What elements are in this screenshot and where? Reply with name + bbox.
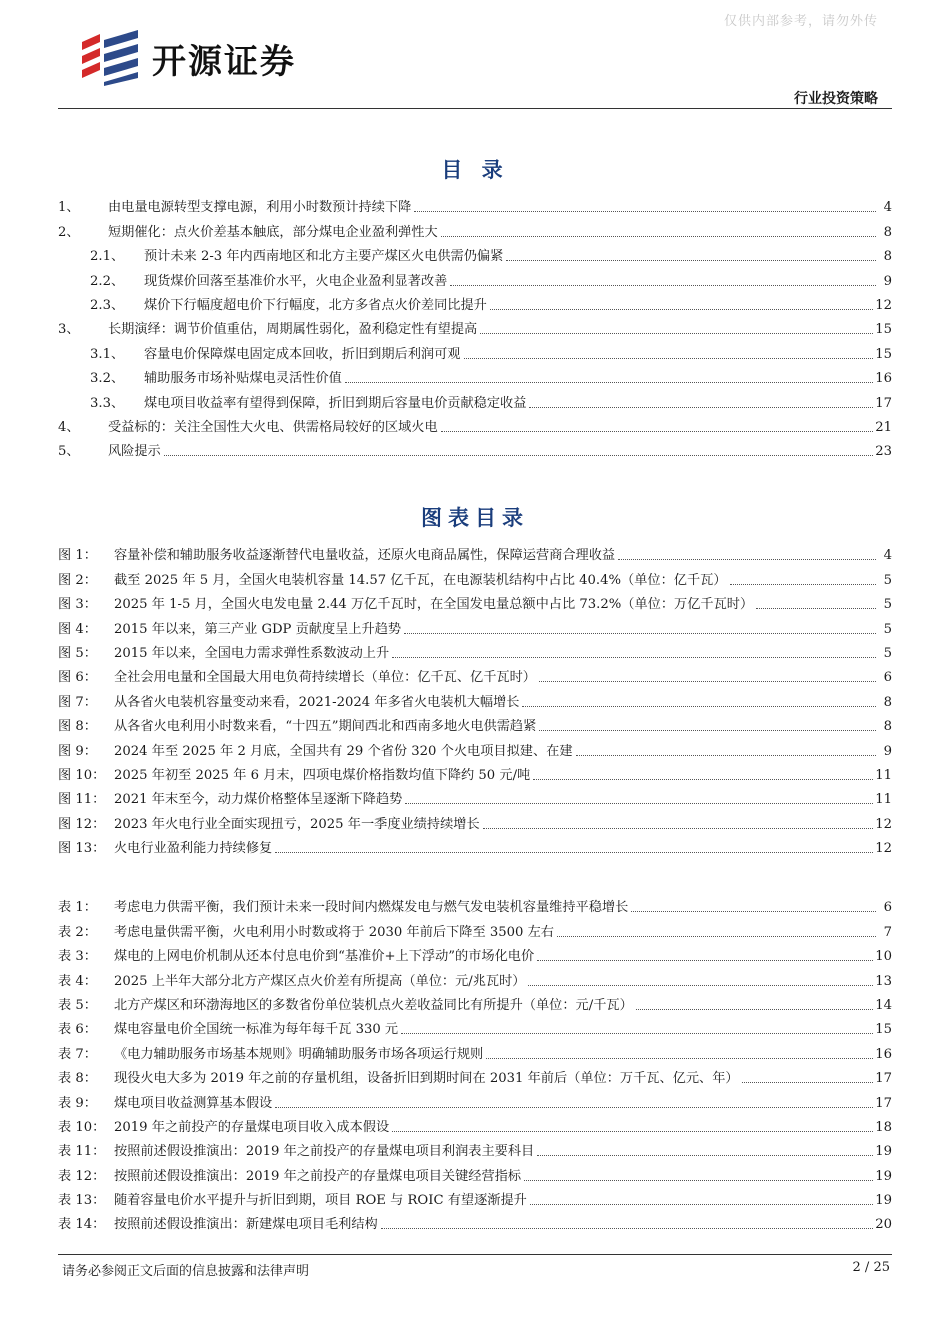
dot-leader — [164, 455, 873, 456]
toc-title: 目 录 — [441, 157, 509, 182]
figure-item-number: 图 1： — [58, 548, 97, 564]
figure-item[interactable] — [58, 662, 892, 686]
figure-item[interactable] — [58, 784, 892, 808]
table-item-page: 20 — [875, 1217, 892, 1233]
dot-leader — [480, 333, 873, 334]
figure-item-title[interactable]: 火电行业盈利能力持续修复 — [114, 841, 273, 857]
toc-item-page: 12 — [875, 297, 892, 313]
table-item[interactable] — [58, 990, 892, 1014]
toc-item-number: 5、 — [58, 444, 80, 460]
dot-leader — [483, 828, 874, 829]
table-item[interactable] — [58, 1038, 892, 1062]
footer-divider — [58, 1254, 892, 1255]
table-item-page: 17 — [875, 1095, 892, 1111]
dot-leader — [392, 1131, 873, 1132]
figure-item-title[interactable]: 截至 2025 年 5 月，全国火电装机容量 14.57 亿千瓦，在电源装机结构中占比 40.4%（单位：亿千瓦） — [114, 572, 727, 588]
page-number: 2 / 25 — [852, 1260, 890, 1275]
figure-item-page: 5 — [883, 645, 892, 661]
company-name: 开源证券 — [152, 41, 296, 82]
dot-leader — [506, 260, 876, 261]
dot-leader — [486, 1058, 873, 1059]
dot-leader — [405, 803, 873, 804]
table-item[interactable] — [58, 965, 892, 989]
footer-disclaimer: 请务必参阅正文后面的信息披露和法律声明 — [62, 1264, 310, 1279]
toc-item-page: 9 — [883, 273, 892, 289]
figure-item-number: 图 7： — [58, 694, 97, 710]
toc-item[interactable] — [58, 192, 892, 216]
dot-leader — [631, 911, 876, 912]
toc-item-number: 2.2、 — [90, 273, 125, 289]
dot-leader — [636, 1009, 873, 1010]
toc-item-page: 8 — [883, 249, 892, 265]
figure-item[interactable] — [58, 686, 892, 710]
figure-item[interactable] — [58, 735, 892, 759]
figure-item-page: 5 — [883, 572, 892, 588]
figure-item-page: 8 — [883, 694, 892, 710]
table-item-page: 15 — [875, 1022, 892, 1038]
table-list — [58, 892, 892, 1233]
toc-item[interactable] — [58, 216, 892, 240]
figures-title: 图表目录 — [421, 505, 529, 530]
figure-item-title[interactable]: 容量补偿和辅助服务收益逐渐替代电量收益，还原火电商品属性，保障运营商合理收益 — [114, 548, 616, 564]
figure-item-title[interactable]: 从各省火电利用小时数来看，“十四五”期间西北和西南多地火电供需趋紧 — [114, 719, 537, 735]
watermark: 仅供内部参考，请勿外传 — [723, 14, 878, 29]
toc-item-page: 16 — [875, 371, 892, 387]
figure-item-title[interactable]: 2025 年 1-5 月，全国火电发电量 2.44 万亿千瓦时，在全国发电量总额中占比 73.2%（单位：万亿千瓦时） — [114, 597, 754, 613]
figure-item-page: 11 — [875, 792, 892, 808]
table-item[interactable] — [58, 1160, 892, 1184]
report-type: 行业投资策略 — [794, 91, 878, 107]
figure-item[interactable] — [58, 564, 892, 588]
dot-leader — [414, 211, 876, 212]
table-item-title[interactable]: 现役火电大多为 2019 年之前的存量机组，设备折旧到期时间在 2031 年前后（单位：万千瓦、亿元、年） — [114, 1071, 739, 1087]
table-item-number: 表 11： — [58, 1144, 106, 1160]
dot-leader — [533, 779, 873, 780]
figure-item-page: 8 — [883, 719, 892, 735]
toc-item-number: 1、 — [58, 200, 80, 216]
figure-item-page: 6 — [883, 670, 892, 686]
dot-leader — [529, 407, 873, 408]
table-item-page: 14 — [875, 997, 892, 1013]
figure-item[interactable] — [58, 833, 892, 857]
table-item-title[interactable]: 考虑电量供需平衡，火电利用小时数或将于 2030 年前后下降至 3500 左右 — [114, 924, 554, 940]
figure-item-number: 图 8： — [58, 719, 97, 735]
figure-item-title[interactable]: 2021 年末至今，动力煤价格整体呈逐渐下降趋势 — [114, 792, 403, 808]
toc-item-number: 4、 — [58, 419, 80, 435]
figure-item-title[interactable]: 2024 年至 2025 年 2 月底，全国共有 29 个省份 320 个火电项目拟建、在建 — [114, 743, 573, 759]
toc-item[interactable] — [58, 265, 892, 289]
figure-item-page: 11 — [875, 767, 892, 783]
dot-leader — [275, 1107, 873, 1108]
dot-leader — [537, 960, 873, 961]
dot-leader — [537, 1155, 873, 1156]
dot-leader — [576, 755, 876, 756]
toc-item[interactable] — [58, 412, 892, 436]
table-item-title[interactable]: 按照前述假设推演出：2019 年之前投产的存量煤电项目关键经营指标 — [114, 1168, 522, 1184]
table-item-number: 表 8： — [58, 1071, 97, 1087]
table-item[interactable] — [58, 916, 892, 940]
toc-item-title[interactable]: 预计未来 2-3 年内西南地区和北方主要产煤区火电供需仍偏紧 — [144, 249, 504, 265]
figure-item-page: 5 — [883, 621, 892, 637]
table-item-page: 6 — [883, 900, 892, 916]
toc-item[interactable] — [58, 363, 892, 387]
table-item-title[interactable]: 2019 年之前投产的存量煤电项目收入成本假设 — [114, 1119, 390, 1135]
figure-item-title[interactable]: 2025 年初至 2025 年 6 月末，四项电煤价格指数均值下降约 50 元/吨 — [114, 767, 531, 783]
table-item-title[interactable]: 考虑电力供需平衡，我们预计未来一段时间内燃煤发电与燃气发电装机容量维持平稳增长 — [114, 900, 629, 916]
figure-item-page: 4 — [883, 548, 892, 564]
toc-item[interactable] — [58, 387, 892, 411]
toc-item-title[interactable]: 容量电价保障煤电固定成本回收，折旧到期后利润可观 — [144, 346, 461, 362]
dot-leader — [404, 633, 876, 634]
figure-item-number: 图 13： — [58, 841, 106, 857]
table-item[interactable] — [58, 1136, 892, 1160]
toc-item-page: 23 — [875, 444, 892, 460]
table-item-title[interactable]: 按照前述假设推演出：2019 年之前投产的存量煤电项目利润表主要科目 — [114, 1144, 535, 1160]
figure-item-number: 图 10： — [58, 767, 106, 783]
toc-item-page: 8 — [883, 224, 892, 240]
dot-leader — [345, 382, 873, 383]
dot-leader — [381, 1228, 873, 1229]
toc-item[interactable] — [58, 314, 892, 338]
dot-leader — [464, 358, 874, 359]
table-item-page: 19 — [875, 1193, 892, 1209]
toc-item-number: 3.2、 — [90, 371, 125, 387]
company-logo — [78, 28, 296, 88]
table-item-title[interactable]: 《电力辅助服务市场基本规则》明确辅助服务市场各项运行规则 — [114, 1046, 484, 1062]
table-item-title[interactable]: 按照前述假设推演出：新建煤电项目毛利结构 — [114, 1217, 378, 1233]
figure-item-title[interactable]: 全社会用电量和全国最大用电负荷持续增长（单位：亿千瓦、亿千瓦时） — [114, 670, 536, 686]
toc-item[interactable] — [58, 338, 892, 362]
dot-leader — [441, 431, 874, 432]
toc-item-title[interactable]: 短期催化：点火价差基本触底，部分煤电企业盈利弹性大 — [108, 224, 438, 240]
figure-list — [58, 540, 892, 857]
figure-item[interactable] — [58, 540, 892, 564]
dot-leader — [756, 608, 876, 609]
toc-item-title[interactable]: 风险提示 — [108, 444, 161, 460]
dot-leader — [490, 309, 873, 310]
table-item-number: 表 3： — [58, 949, 97, 965]
figure-item[interactable] — [58, 711, 892, 735]
table-item-title[interactable]: 随着容量电价水平提升与折旧到期，项目 ROE 与 ROIC 有望逐渐提升 — [114, 1193, 527, 1209]
dot-leader — [401, 1033, 873, 1034]
table-item-page: 18 — [875, 1119, 892, 1135]
dot-leader — [539, 681, 876, 682]
figure-item[interactable] — [58, 589, 892, 613]
table-item-title[interactable]: 煤电容量电价全国统一标准为每年每千瓦 330 元 — [114, 1022, 399, 1038]
dot-leader — [392, 657, 876, 658]
toc-item-page: 15 — [875, 322, 892, 338]
toc-item-number: 2.1、 — [90, 249, 125, 265]
table-item-number: 表 5： — [58, 997, 97, 1013]
figure-item[interactable] — [58, 613, 892, 637]
figure-item-page: 5 — [883, 597, 892, 613]
dot-leader — [441, 236, 876, 237]
table-item-page: 19 — [875, 1168, 892, 1184]
dot-leader — [730, 584, 876, 585]
dot-leader — [275, 852, 873, 853]
table-item-number: 表 14： — [58, 1217, 106, 1233]
figure-item-number: 图 6： — [58, 670, 97, 686]
toc-item-page: 21 — [875, 419, 892, 435]
table-item[interactable] — [58, 1112, 892, 1136]
table-item-number: 表 7： — [58, 1046, 97, 1062]
toc-item[interactable] — [58, 241, 892, 265]
dot-leader — [557, 936, 876, 937]
toc-item-number: 3、 — [58, 322, 80, 338]
toc-item-title[interactable]: 现货煤价回落至基准价水平，火电企业盈利显著改善 — [144, 273, 448, 289]
toc-item-page: 15 — [875, 346, 892, 362]
toc-item-title[interactable]: 由电量电源转型支撑电源，利用小时数预计持续下降 — [108, 200, 412, 216]
header-divider — [58, 108, 892, 109]
table-item-page: 13 — [875, 973, 892, 989]
table-item[interactable] — [58, 1014, 892, 1038]
table-item[interactable] — [58, 1063, 892, 1087]
figure-item[interactable] — [58, 760, 892, 784]
toc-item-number: 3.1、 — [90, 346, 125, 362]
figure-item-title[interactable]: 2023 年火电行业全面实现扭亏，2025 年一季度业绩持续增长 — [114, 816, 480, 832]
toc-list — [58, 192, 892, 460]
figure-item[interactable] — [58, 638, 892, 662]
table-item-number: 表 12： — [58, 1168, 106, 1184]
table-item[interactable] — [58, 1185, 892, 1209]
table-item-page: 19 — [875, 1144, 892, 1160]
figure-item-page: 9 — [883, 743, 892, 759]
table-item-number: 表 13： — [58, 1193, 106, 1209]
figure-item-number: 图 4： — [58, 621, 97, 637]
table-item-title[interactable]: 煤电项目收益测算基本假设 — [114, 1095, 273, 1111]
table-item-title[interactable]: 煤电的上网电价机制从还本付息电价到“基准价+上下浮动”的市场化电价 — [114, 949, 535, 965]
dot-leader — [742, 1082, 874, 1083]
toc-item-number: 2.3、 — [90, 297, 125, 313]
table-item-number: 表 1： — [58, 900, 97, 916]
toc-item-title[interactable]: 长期演绎：调节价值重估，周期属性弱化，盈利稳定性有望提高 — [108, 322, 478, 338]
figure-item-number: 图 3： — [58, 597, 97, 613]
toc-item-number: 2、 — [58, 224, 80, 240]
dot-leader — [539, 730, 876, 731]
toc-item-title[interactable]: 煤价下行幅度超电价下行幅度，北方多省点火价差同比提升 — [144, 297, 487, 313]
toc-item-page: 4 — [883, 200, 892, 216]
table-item-page: 16 — [875, 1046, 892, 1062]
dot-leader — [450, 285, 876, 286]
table-item-number: 表 6： — [58, 1022, 97, 1038]
table-item-title[interactable]: 北方产煤区和环渤海地区的多数省份单位装机点火差收益同比有所提升（单位：元/千瓦） — [114, 997, 633, 1013]
table-item-number: 表 10： — [58, 1119, 106, 1135]
toc-item[interactable] — [58, 290, 892, 314]
figure-item-title[interactable]: 2015 年以来，第三产业 GDP 贡献度呈上升趋势 — [114, 621, 402, 637]
toc-item[interactable] — [58, 436, 892, 460]
table-item-title[interactable]: 2025 上半年大部分北方产煤区点火价差有所提高（单位：元/兆瓦时） — [114, 973, 526, 989]
dot-leader — [618, 559, 876, 560]
dot-leader — [530, 1204, 873, 1205]
figure-item-number: 图 2： — [58, 572, 97, 588]
table-item-number: 表 4： — [58, 973, 97, 989]
table-item-page: 17 — [875, 1071, 892, 1087]
table-item[interactable] — [58, 892, 892, 916]
table-item-number: 表 2： — [58, 924, 97, 940]
toc-item-title[interactable]: 辅助服务市场补贴煤电灵活性价值 — [144, 371, 342, 387]
table-item[interactable] — [58, 1209, 892, 1233]
figure-item-page: 12 — [875, 841, 892, 857]
table-item-number: 表 9： — [58, 1095, 97, 1111]
toc-item-page: 17 — [875, 395, 892, 411]
logo-mark-icon — [78, 30, 142, 86]
figure-item[interactable] — [58, 808, 892, 832]
toc-item-title[interactable]: 煤电项目收益率有望得到保障，折旧到期后容量电价贡献稳定收益 — [144, 395, 527, 411]
dot-leader — [524, 1180, 873, 1181]
figure-item-number: 图 9： — [58, 743, 97, 759]
table-item[interactable] — [58, 941, 892, 965]
figure-item-number: 图 11： — [58, 792, 106, 808]
toc-item-title[interactable]: 受益标的：关注全国性大火电、供需格局较好的区域火电 — [108, 419, 438, 435]
table-item-page: 7 — [883, 924, 892, 940]
table-item[interactable] — [58, 1087, 892, 1111]
figure-item-title[interactable]: 2015 年以来，全国电力需求弹性系数波动上升 — [114, 645, 390, 661]
toc-item-number: 3.3、 — [90, 395, 125, 411]
figure-item-number: 图 12： — [58, 816, 106, 832]
figure-item-title[interactable]: 从各省火电装机容量变动来看，2021-2024 年多省火电装机大幅增长 — [114, 694, 520, 710]
figure-item-number: 图 5： — [58, 645, 97, 661]
dot-leader — [522, 706, 876, 707]
figure-item-page: 12 — [875, 816, 892, 832]
table-item-page: 10 — [875, 949, 892, 965]
dot-leader — [528, 985, 873, 986]
